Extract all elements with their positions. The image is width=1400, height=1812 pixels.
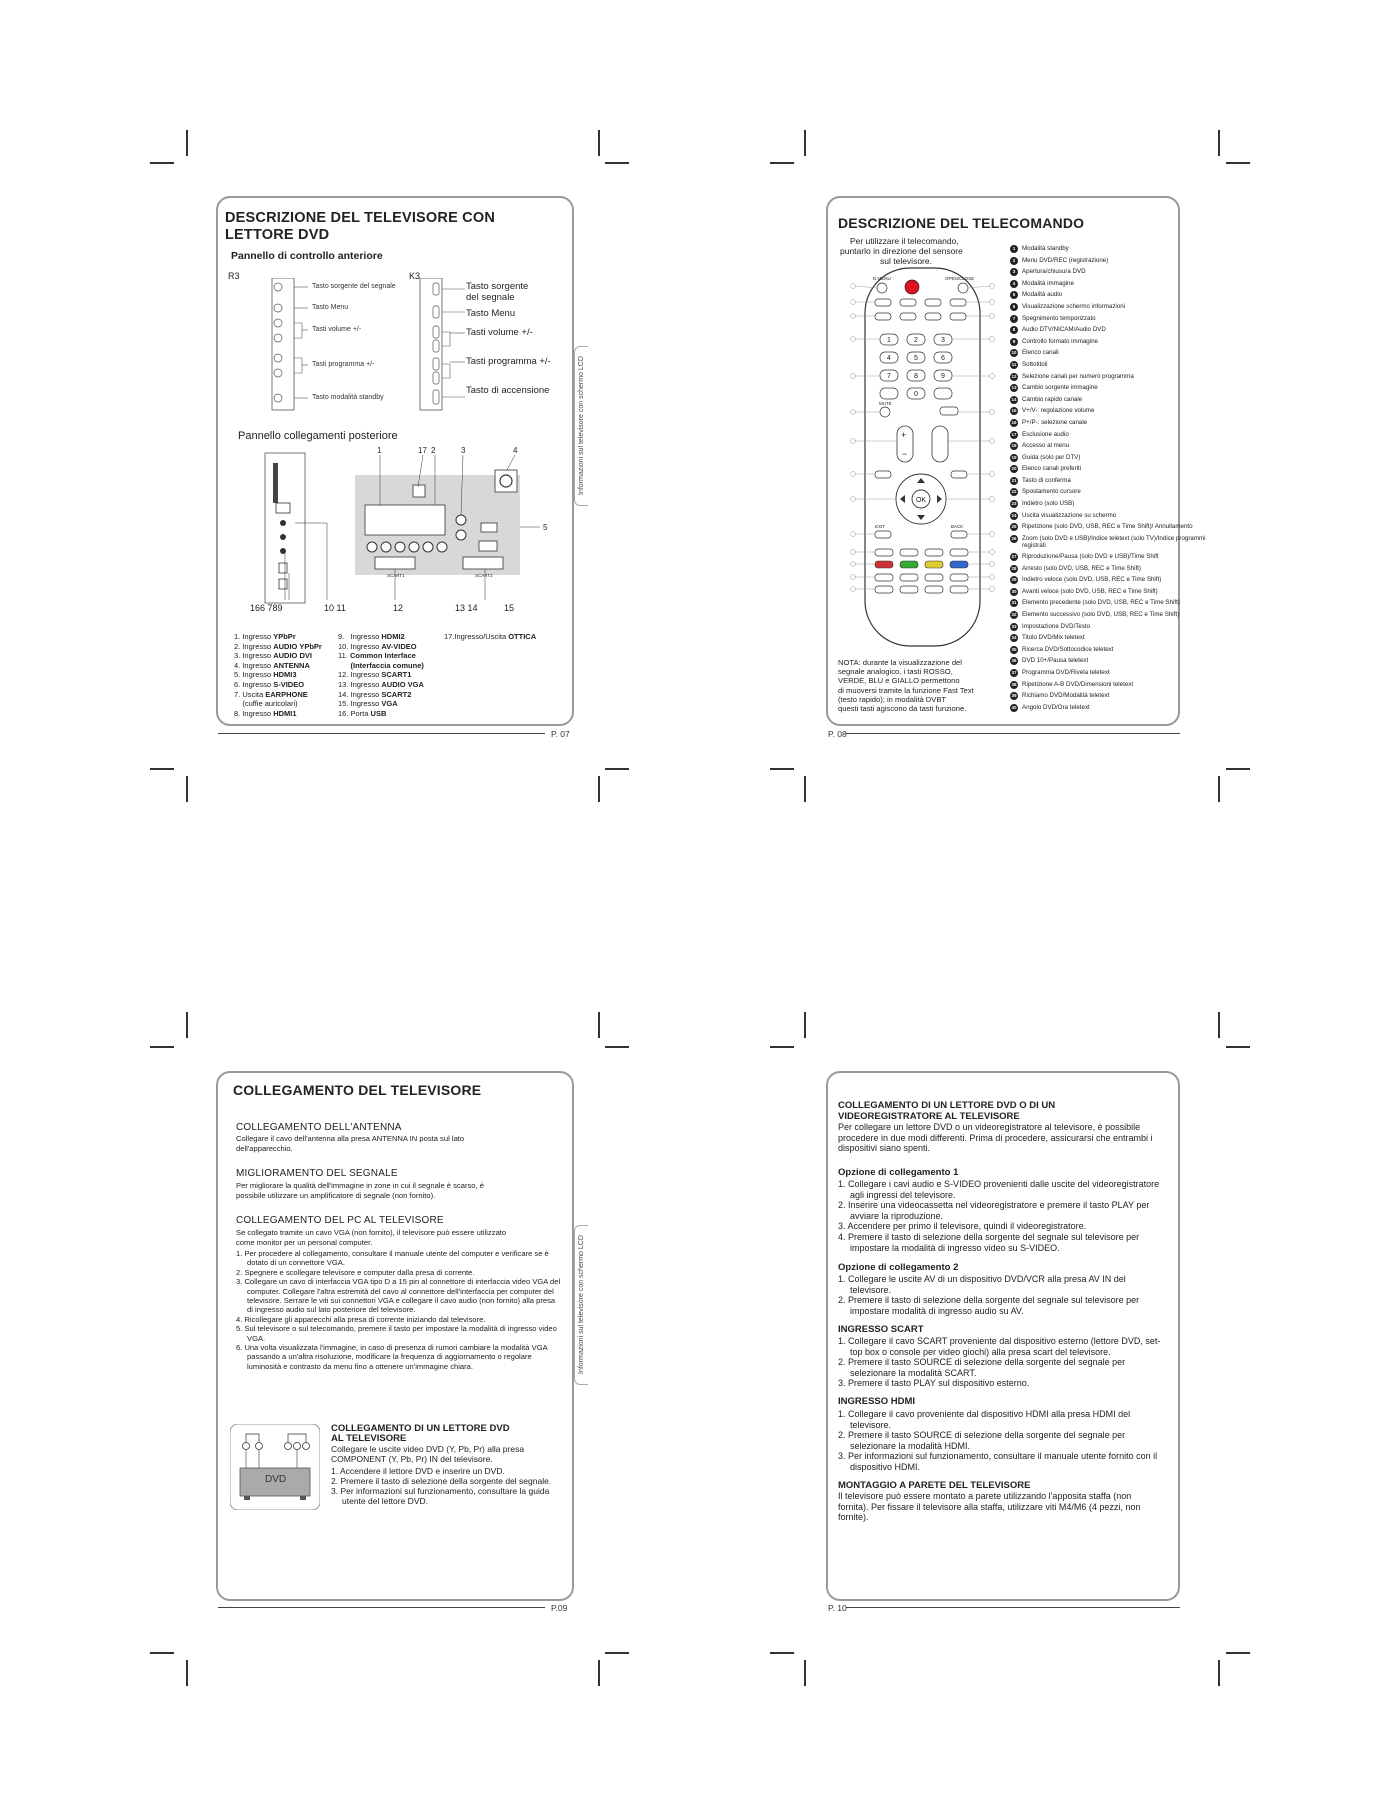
function-label: Richiamo DVD/Modalità teletext [1022,692,1110,700]
page9-title: COLLEGAMENTO DEL TELEVISORE [233,1082,482,1098]
dvd-step: 1. Accendere il lettore DVD e inserire un DVD. [331,1466,505,1476]
key-2: 2 [914,337,918,344]
wall-heading: MONTAGGIO A PARETE DEL TELEVISORE [838,1480,1031,1491]
remote-function-item [1010,303,1210,311]
remote-function-item [1010,280,1210,288]
page7-title-line1: DESCRIZIONE DEL TELEVISORE CON [225,210,495,226]
k3-label-menu: Tasto Menu [466,308,516,319]
p10-intro: Per collegare un lettore DVD o un videoregistratore al televisore, è possibile procedere in due modi differenti. Prima di procedere, assicurarsi che entrambi i dispositivi siano spenti. [838,1122,1153,1154]
key-5: 5 [914,355,918,362]
function-label: Ricerca DVD/Sottocodice teletext [1022,645,1114,653]
function-label: Controllo formato immagine [1022,337,1098,345]
page10-number: P. 10 [828,1603,847,1613]
function-label: Indietro (solo USB) [1022,500,1075,508]
remote-function-item [1010,623,1210,631]
function-label: Elenco canali [1022,349,1059,357]
remote-function-item [1010,523,1210,531]
hdmi-step: 2. Premere il tasto SOURCE di selezione della sorgente del segnale per selezionare la modalità HDMI. [838,1430,1126,1451]
remote-function-item [1010,681,1210,689]
function-label: P+/P-: selezione canale [1022,418,1088,426]
function-number-badge: 25 [1011,524,1017,530]
function-number-badge: 35 [1011,646,1017,652]
rear-number-17: 17 [418,446,427,455]
pc-text-2: come monitor per un personal computer. [236,1238,373,1247]
page7-title-line2: LETTORE DVD [225,227,330,243]
remote-diagram [845,266,1000,651]
function-label: Programma DVD/Rivela teletext [1022,668,1110,676]
connector-item: 6. Ingresso S-VIDEO [234,679,305,689]
antenna-heading: COLLEGAMENTO DELL'ANTENNA [236,1122,402,1133]
function-number-badge: 23 [1011,501,1017,507]
opt1-step: 3. Accendere per primo il televisore, quindi il videoregistratore. [838,1221,1087,1232]
function-number-badge: 13 [1011,385,1017,391]
remote-function-item [1010,488,1210,496]
function-number-badge: 34 [1011,635,1017,641]
function-label: Indietro veloce (solo DVD, USB, REC e Time Shift) [1022,576,1162,584]
function-number-badge: 24 [1011,512,1017,518]
antenna-text-1: Collegare il cavo dell'antenna alla presa ANTENNA IN posta sul lato [236,1134,465,1143]
function-label: Arresto (solo DVD, USB, REC e Time Shift) [1022,564,1141,572]
remote-function-item [1010,692,1210,700]
k3-label-power: Tasto di accensione [466,385,550,396]
note-line: VERDE, BLU e GIALLO permettono [838,676,960,686]
connector-item: 12. Ingresso SCART1 [338,670,412,680]
rear-panel-title: Pannello collegamenti posteriore [238,430,398,442]
function-number-badge: 36 [1011,658,1017,664]
scart-step: 1. Collegare il cavo SCART proveniente dal dispositivo esterno (lettore DVD, set-top box o console per video giochi) alla presa scart del televisore. [838,1336,1161,1357]
key-6: 6 [941,355,945,362]
page8-number: P. 08 [828,729,847,739]
dvd-text-1: Collegare le uscite video DVD (Y, Pb, Pr) alla presa [331,1444,525,1454]
exit-key: EXIT [875,524,886,529]
yellow-key [925,561,943,568]
function-number-badge: 5 [1010,291,1018,299]
page7-number: P. 07 [551,729,570,739]
function-number-badge: 29 [1011,577,1017,583]
note-line: (testo rapido); in modalità DVBT [838,694,947,704]
rear-number-5: 5 [543,523,548,532]
scart2-label: SCART2 [475,573,493,578]
note-line: questi tasti agiscono da tasti funzione. [838,704,967,714]
note-line: segnale analogico, i tasti ROSSO, [838,667,953,677]
pc-step: 4. Ricollegare gli apparecchi alla presa di corrente iniziando dal televisore. [236,1314,486,1324]
function-label: Riproduzione/Pausa (solo DVD e USB)/Time Shift [1022,553,1159,561]
opt2-step: 2. Premere il tasto di selezione della sorgente del segnale sul televisore per impostare modalità di ingresso audio su AV. [838,1295,1140,1316]
note-line: NOTA: durante la visualizzazione del [838,658,962,667]
antenna-text-2: dell'apparecchio. [236,1144,293,1153]
dvd-step: 3. Per informazioni sul funzionamento, consultare la guida utente del lettore DVD. [331,1486,550,1506]
page9-footer-line [218,1607,545,1608]
key-9: 9 [941,373,945,380]
remote-function-item [1010,396,1210,404]
connector-item: 11. Common Interface [338,651,416,661]
function-number-badge: 19 [1011,454,1017,460]
function-label: Uscita visualizzazione su schermo [1022,511,1117,519]
k3-label-program: Tasti programma +/- [466,356,551,367]
remote-function-item [1010,407,1210,415]
remote-function-item [1010,465,1210,473]
power-button [905,280,919,294]
function-number-badge: 11 [1011,361,1017,367]
p10-heading-line2: VIDEOREGISTRATORE AL TELEVISORE [838,1111,1020,1122]
function-number-badge: 16 [1011,419,1017,425]
function-label: Audio DTV/NICAM/Audio DVD [1022,326,1106,334]
function-number-badge: 39 [1011,693,1017,699]
hdmi-steps [838,1409,1168,1473]
function-label: Elenco canali preferiti [1022,465,1082,473]
r3-label-standby: Tasto modalità standby [312,394,384,401]
function-label: Apertura/chiusura DVD [1022,268,1086,276]
key-3: 3 [941,337,945,344]
page7-footer-line [218,733,545,734]
remote-intro-2: puntarlo in direzione del sensore [840,246,963,256]
scart-step: 2. Premere il tasto SOURCE di selezione della sorgente del segnale per selezionare la modalità SCART. [838,1357,1126,1378]
function-number-badge: 7 [1010,315,1018,323]
remote-function-item [1010,611,1210,619]
remote-function-item [1010,500,1210,508]
remote-function-item [1010,477,1210,485]
rear-number-15: 15 [504,603,515,613]
function-label: Accesso al menu [1022,442,1070,450]
function-label: Visualizzazione schermo informazioni [1022,302,1126,310]
function-label: Avanti veloce (solo DVD, USB, REC e Time Shift) [1022,587,1158,595]
function-label: Esclusione audio [1022,430,1069,438]
remote-function-item [1010,291,1210,299]
remote-function-item [1010,431,1210,439]
function-number-badge: 15 [1011,408,1017,414]
mute-key: MUTE [879,401,892,406]
connector-item: 14. Ingresso SCART2 [338,689,412,699]
function-number-badge: 1 [1010,245,1018,253]
function-label: Spostamento cursore [1022,488,1081,496]
remote-intro-3: sul televisore. [880,256,932,266]
function-number-badge: 21 [1011,477,1017,483]
remote-function-item [1010,326,1210,334]
remote-function-item [1010,565,1210,573]
function-label: Modalità immagine [1022,279,1074,287]
function-number-badge: 12 [1011,373,1017,379]
opt1-heading: Opzione di collegamento 1 [838,1167,959,1178]
function-number-badge: 9 [1010,338,1018,346]
function-number-badge: 37 [1011,669,1017,675]
connector-item: 17.Ingresso/Uscita OTTICA [444,632,537,641]
connector-list-col1 [234,632,322,718]
function-number-badge: 20 [1011,466,1017,472]
dvd-text-2: COMPONENT (Y, Pb, Pr) IN del televisore. [331,1454,493,1464]
pc-step: 6. Una volta visualizzata l'immagine, in caso di presenza di rumori cambiare la modalità VGA passando a un'altra risoluzione, modificare la frequenza di aggiornamento o regolare luminosità e contrasto da menu fino a ottenere un'immagine chiara. [236,1343,548,1371]
hdmi-heading: INGRESSO HDMI [838,1396,916,1407]
connector-item: 5. Ingresso HDMI3 [234,670,297,680]
function-number-badge: 3 [1010,268,1018,276]
function-number-badge: 32 [1011,612,1017,617]
remote-function-item [1010,315,1210,323]
back-key: BACK [951,524,964,529]
function-label: Selezione canali per numero programma [1022,372,1134,380]
pc-text-1: Se collegato tramite un cavo VGA (non fornito), il televisore può essere utilizzato [236,1228,507,1237]
ok-key: OK [915,497,927,504]
dvd-heading-1: COLLEGAMENTO DI UN LETTORE DVD [331,1423,510,1434]
scart1-label: SCART1 [387,573,405,578]
k3-label-volume: Tasti volume +/- [466,327,533,338]
rear-numbers-bottom-mid: 10 11 [324,603,346,613]
p10-heading-line1: COLLEGAMENTO DI UN LETTORE DVD O DI UN [838,1100,1056,1111]
function-label: Tasto di conferma [1022,476,1071,484]
function-number-badge: 4 [1010,280,1018,288]
function-label: Ripetizione (solo DVD, USB, REC e Time Shift)/ Annullamento [1022,523,1193,531]
blue-key [950,561,968,568]
rear-panel-diagram [255,445,555,610]
opt1-step: 1. Collegare i cavi audio e S-VIDEO provenienti dalle uscite del videoregistratore agli ingressi del televisore. [838,1179,1160,1200]
opt1-step: 2. Inserire una videocassetta nel videoregistratore e premere il tasto PLAY per avviare la riproduzione. [838,1200,1150,1221]
remote-function-item [1010,512,1210,520]
function-label: Modalità standby [1022,245,1069,252]
r3-label-program: Tasti programma +/- [312,361,375,368]
connector-item: (Interfaccia comune) [350,660,424,670]
remote-function-item [1010,553,1210,561]
connector-item: 15. Ingresso VGA [338,699,398,709]
remote-intro-1: Per utilizzare il telecomando, [850,236,959,246]
function-number-badge: 8 [1010,326,1018,334]
function-number-badge: 26 [1011,535,1017,541]
opt1-step: 4. Premere il tasto di selezione della sorgente del segnale sul televisore per impostare la modalità di ingresso video su S-VIDEO. [838,1231,1140,1253]
rear-numbers-13-14: 13 14 [455,603,478,613]
pc-step: 2. Spegnere e scollegare televisore e computer dalla presa di corrente. [236,1267,475,1277]
remote-function-item [1010,657,1210,665]
function-number-badge: 30 [1011,588,1017,594]
red-key [875,561,893,568]
rear-number-4: 4 [513,446,518,455]
svg-text:+: + [901,430,907,440]
scart-steps [838,1336,1168,1389]
function-label: Impostazione DVD/Testo [1022,622,1091,630]
remote-function-item [1010,646,1210,654]
k3-label-source-1: Tasto sorgente [466,281,529,292]
remote-function-item [1010,704,1210,712]
function-number-badge: 17 [1011,431,1017,437]
signal-text-2: possibile utilizzare un amplificatore di segnale (non fornito). [236,1191,436,1200]
remote-function-item [1010,384,1210,392]
dvd-connection-diagram [230,1424,320,1510]
rear-numbers-bottom-left: 166 789 [250,603,283,613]
function-label: V+/V-: regolazione volume [1022,407,1095,415]
note-line: di muoversi tramite la funzione Fast Text [838,685,974,695]
function-label: DVD 10+/Pausa teletext [1022,657,1089,665]
remote-function-item [1010,349,1210,357]
dvd-steps [331,1466,561,1506]
remote-function-item [1010,634,1210,642]
connector-list-col3 [444,632,536,642]
remote-function-item [1010,535,1210,550]
function-label: Cambio sorgente immagine [1022,384,1098,392]
connector-item: 8. Ingresso HDMI1 [234,708,297,718]
signal-heading: MIGLIORAMENTO DEL SEGNALE [236,1168,398,1179]
scart-step: 3. Premere il tasto PLAY sul dispositivo esterno. [838,1378,1030,1389]
r3-label-volume: Tasti volume +/- [312,326,362,333]
function-number-badge: 6 [1010,303,1018,311]
remote-function-item [1010,669,1210,677]
function-label: Elemento precedente (solo DVD, USB, REC e Time Shift) [1022,599,1180,607]
connector-item: 4. Ingresso ANTENNA [234,660,310,670]
function-label: Guida (solo per DTV) [1022,453,1081,461]
function-number-badge: 18 [1011,443,1017,449]
function-number-badge: 2 [1010,257,1018,265]
function-label: Modalità audio [1022,291,1063,299]
rear-number-2: 2 [431,446,436,455]
dvd-box-label: DVD [265,1474,287,1485]
page9-side-tab: Informazioni sul televisore con schermo LCD [574,1225,588,1385]
dvd-heading-2: AL TELEVISORE [331,1433,407,1444]
function-number-badge: 10 [1011,350,1017,356]
rear-number-3: 3 [461,446,466,455]
pc-step: 5. Sul televisore o sul telecomando, premere il tasto per impostare la modalità di ingresso video VGA. [236,1324,557,1343]
signal-text-1: Per migliorare la qualità dell'immagine in zone in cui il segnale è scarso, è [236,1181,484,1190]
function-number-badge: 33 [1011,623,1017,629]
key-1: 1 [887,337,891,344]
front-panel-diagram [260,278,560,418]
key-8: 8 [914,373,918,380]
remote-function-item [1010,442,1210,450]
remote-function-item [1010,338,1210,346]
wall-text: Il televisore può essere montato a parete utilizzando l'apposita staffa (non fornita). Per fissare il televisore alla staffa, utilizzare viti M4/M6 (4 pezzi, non fornite). [838,1491,1141,1523]
dvd-step: 2. Premere il tasto di selezione della sorgente del segnale. [331,1476,552,1486]
front-panel-title: Pannello di controllo anteriore [231,250,383,262]
open-close-key: OPEN/CLOSE [945,276,975,281]
function-label: Ripetizione A-B DVD/Dimensioni teletext [1022,680,1134,688]
key-4: 4 [887,355,891,362]
svg-text:−: − [902,449,908,459]
remote-note [838,658,974,713]
function-label: Zoom (solo DVD e USB)/Indice teletext (solo TV)/Indice programmi registrati [1022,534,1206,550]
pc-steps [236,1249,561,1371]
dvd-menu-key: D.MENU [873,276,891,281]
connector-item: 3. Ingresso AUDIO DVI [234,651,312,661]
connector-item: 16. Porta USB [338,708,387,718]
function-number-badge: 22 [1011,489,1017,495]
opt1-steps [838,1179,1168,1253]
rear-number-12: 12 [393,603,404,613]
function-label: Titolo DVD/Mix teletext [1022,634,1085,642]
pc-step: 1. Per procedere al collegamento, consultare il manuale utente del computer e verificare se è dotato di un connettore VGA. [236,1249,549,1268]
pc-step: 3. Collegare un cavo di interfaccia VGA tipo D a 15 pin al connettore di interfaccia video VGA del computer. Collegare l'altra estremità del cavo al connettore dell'interfaccia per computer del televisore. Serrare le viti sui connettori VGA e collegare il cavo audio (non fornito) alla presa di ingresso audio sul lato posteriore del televisore. [236,1277,561,1315]
remote-function-list [1010,245,1210,715]
function-label: Spegnimento temporizzato [1022,314,1096,322]
remote-function-item [1010,419,1210,427]
connector-item: 2. Ingresso AUDIO YPbPr [234,641,322,651]
remote-function-item [1010,268,1210,276]
remote-function-item [1010,599,1210,607]
k3-label: K3 [409,271,421,281]
key-7: 7 [887,373,891,380]
connector-list-col2 [338,632,424,718]
opt2-heading: Opzione di collegamento 2 [838,1262,959,1273]
connector-item: 9. Ingresso HDMI2 [338,632,405,641]
hdmi-step: 1. Collegare il cavo proveniente dal dispositivo HDMI alla presa HDMI del televisore. [838,1409,1131,1430]
green-key [900,561,918,568]
page9-number: P.09 [551,1603,568,1613]
opt2-steps [838,1274,1168,1316]
hdmi-step: 3. Per informazioni sul funzionamento, consultare il manuale utente fornito con il dispositivo HDMI. [838,1451,1158,1472]
r3-label: R3 [228,271,240,281]
k3-label-source-2: del segnale [466,292,515,303]
rear-number-1: 1 [377,446,382,455]
remote-function-item [1010,361,1210,369]
page8-footer-line [846,733,1180,734]
remote-function-item [1010,373,1210,381]
connector-item: 7. Uscita EARPHONE [234,689,308,699]
function-number-badge: 14 [1011,396,1017,402]
remote-function-item [1010,588,1210,596]
function-label: Cambio rapido canale [1022,395,1083,403]
function-label: Elemento successivo (solo DVD, USB, REC e Time Shift) [1022,611,1180,618]
page8-title: DESCRIZIONE DEL TELECOMANDO [838,215,1085,231]
remote-function-item [1010,257,1210,265]
r3-panel [272,278,294,410]
function-label: Sottotitoli [1022,360,1048,368]
connector-item: 1. Ingresso YPbPr [234,632,296,641]
page10-footer-line [846,1607,1180,1608]
function-number-badge: 27 [1011,554,1017,560]
connector-item: 10. Ingresso AV-VIDEO [338,641,417,651]
r3-label-source: Tasto sorgente del segnale [312,283,396,290]
r3-label-menu: Tasto Menu [312,304,349,311]
function-number-badge: 28 [1011,565,1017,571]
remote-function-item [1010,245,1210,253]
function-number-badge: 38 [1011,681,1017,687]
remote-function-item [1010,576,1210,584]
function-number-badge: 40 [1011,704,1017,710]
pc-heading: COLLEGAMENTO DEL PC AL TELEVISORE [236,1215,444,1226]
remote-function-item [1010,454,1210,462]
page7-side-tab: Informazioni sul televisore con schermo LCD [574,346,588,506]
function-label: Angolo DVD/Ora teletext [1022,703,1090,711]
connector-item: (cuffie auricolari) [234,699,298,709]
opt2-step: 1. Collegare le uscite AV di un dispositivo DVD/VCR alla presa AV IN del televisore. [838,1274,1126,1295]
function-label: Menu DVD/REC (registrazione) [1022,256,1109,264]
key-0: 0 [914,391,918,398]
function-number-badge: 31 [1011,600,1017,606]
connector-item: 13. Ingresso AUDIO VGA [338,679,424,689]
scart-heading: INGRESSO SCART [838,1324,924,1335]
